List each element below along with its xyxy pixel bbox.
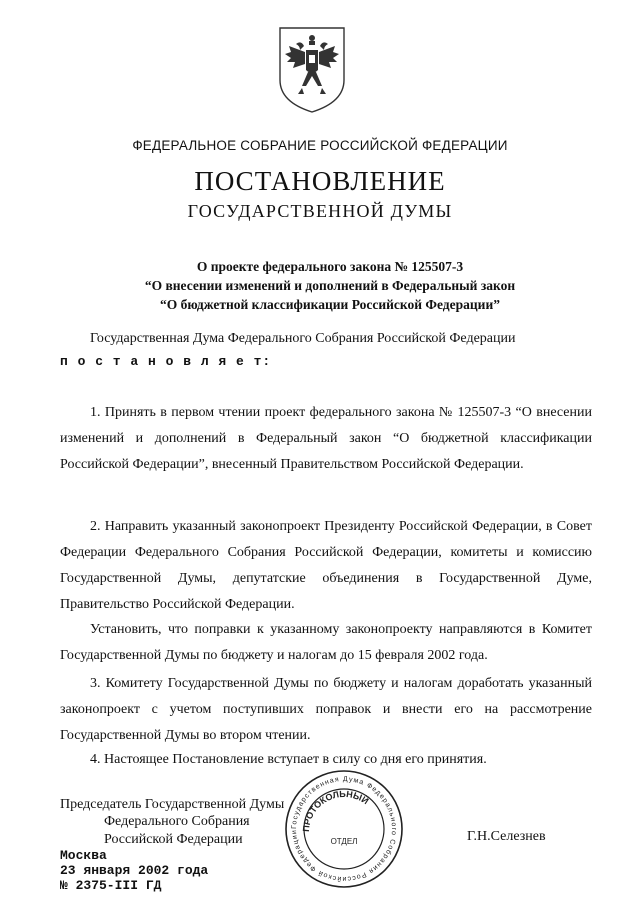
paragraph-1: 1. Принять в первом чтении проект федерального закона № 125507-3 “О внесении изменений и дополнений в Федеральный закон “О бюджетной классификации Российской Федерации”, внесенный Правительством Российской Федерации.: [60, 405, 592, 472]
paragraph-2: 2. Направить указанный законопроект Президенту Российской Федерации, в Совет Федерации Федерального Собрания Российской Федерации, комитеты и комиссию Государственной Думы, депутатские объединения в Государственной Думе, Правительство Российской Федерации.: [60, 519, 592, 612]
signer-title-line-3: Российской Федерации: [104, 832, 243, 847]
paragraph-deadline: Установить, что поправки к указанному законопроекту направляются в Комитет Государственной Думы по бюджету и налогам до 15 февраля 2002 года.: [60, 622, 592, 663]
document-subtitle: ГОСУДАРСТВЕННОЙ ДУМЫ: [187, 201, 453, 221]
signer-title-line-1: Председатель Государственной Думы: [60, 797, 285, 812]
date: 23 января 2002 года: [60, 863, 209, 878]
caption-line-1: О проекте федерального закона № 125507-3: [196, 259, 464, 274]
organization-name: ФЕДЕРАЛЬНОЕ СОБРАНИЕ РОССИЙСКОЙ ФЕДЕРАЦИИ: [132, 138, 508, 153]
document-type-title: ПОСТАНОВЛЕНИЕ: [194, 166, 446, 196]
document-caption: [60, 257, 600, 314]
resolves-word: п о с т а н о в л я е т:: [60, 354, 272, 369]
paragraph-4: 4. Настоящее Постановление вступает в силу со дня его принятия.: [90, 752, 487, 767]
place: Москва: [60, 848, 107, 863]
caption-line-2: “О внесении изменений и дополнений в Федеральный закон: [144, 278, 516, 293]
intro-paragraph: Государственная Дума Федерального Собрания Российской Федерации: [90, 331, 516, 346]
state-emblem-icon: [272, 22, 352, 114]
signer-name: Г.Н.Селезнев: [467, 829, 546, 844]
svg-text:Государственная Дума Федеральн: Государственная Дума Федерального Собрания Российской Федерации: [290, 775, 398, 883]
svg-text:ПРОТОКОЛЬНЫЙ: ПРОТОКОЛЬНЫЙ: [300, 788, 371, 833]
caption-line-3: “О бюджетной классификации Российской Федерации”: [160, 297, 500, 312]
official-seal-stamp: [283, 768, 405, 890]
svg-text:ОТДЕЛ: ОТДЕЛ: [330, 837, 358, 846]
paragraph-3: 3. Комитету Государственной Думы по бюджету и налогам доработать указанный законопроект с учетом поступивших поправок и внести его на рассмотрение Государственной Думы во втором чтении.: [60, 676, 592, 743]
document-number: № 2375-III ГД: [60, 878, 162, 893]
signer-title-line-2: Федерального Собрания: [104, 814, 250, 829]
